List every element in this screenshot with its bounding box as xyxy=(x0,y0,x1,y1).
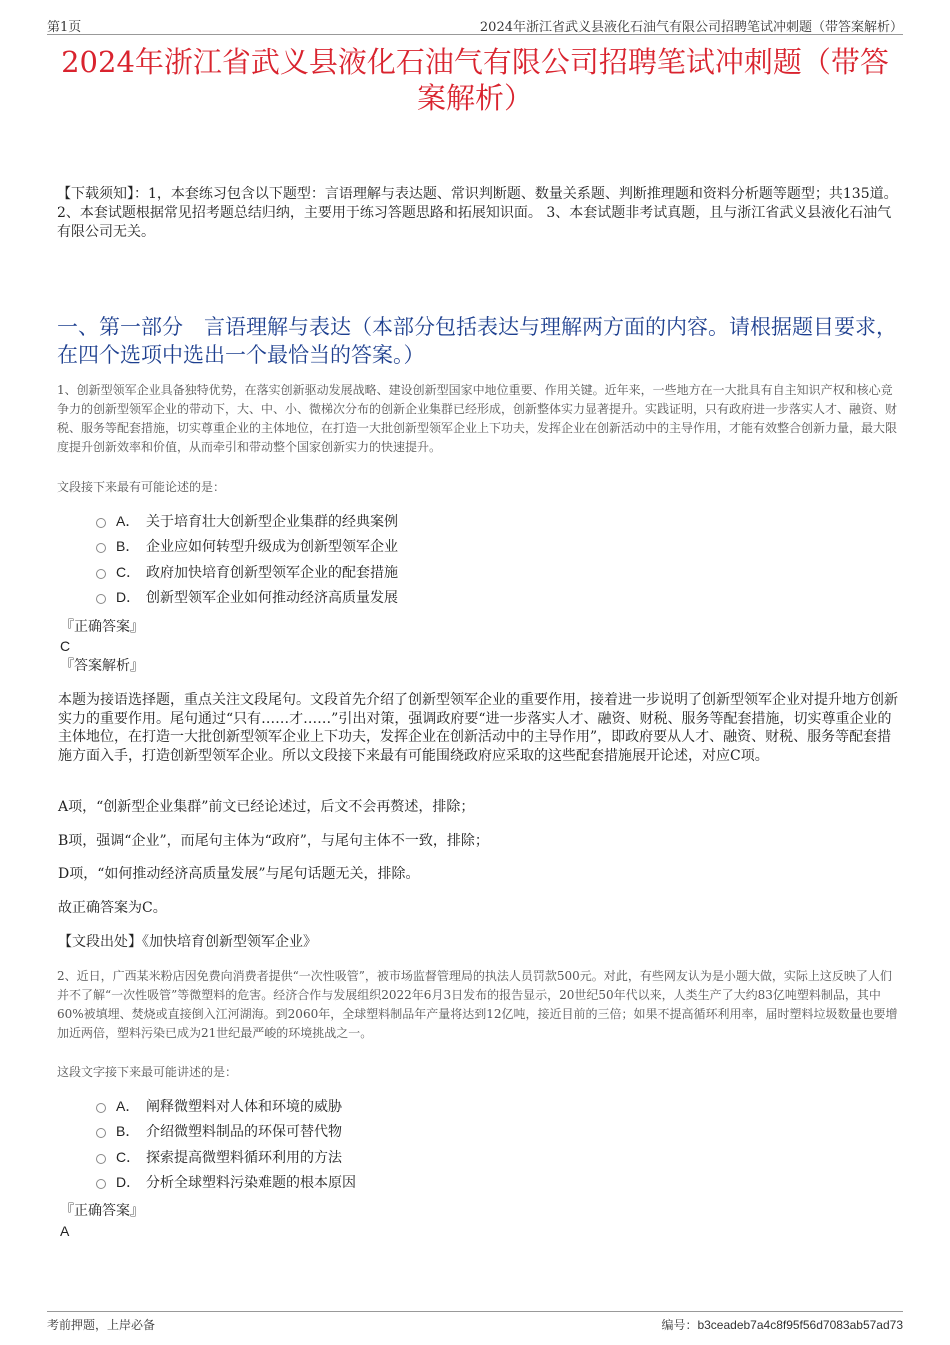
analysis-note-a: A项，“创新型企业集群”前文已经论述过，后文不会再赘述，排除； xyxy=(58,799,475,815)
question-1-prompt: 文段接下来最有可能论述的是： xyxy=(57,480,226,494)
radio-icon[interactable] xyxy=(96,1154,106,1164)
section-title: 一、第一部分 言语理解与表达（本部分包括表达与理解两方面的内容。请根据题目要求，在四个选项中选出一个最恰当的答案。） xyxy=(57,315,897,367)
option-a[interactable]: A． 关于培育壮大创新型企业集群的经典案例 xyxy=(96,508,398,534)
footer-doc-id: 编号：b3ceadeb7a4c8f95f56d7083ab57ad73 xyxy=(661,1318,903,1332)
question-2-prompt: 这段文字接下来最可能讲述的是： xyxy=(57,1065,238,1079)
text-source: 【文段出处】《加快培育创新型领军企业》 xyxy=(58,934,317,950)
question-1-text: 1、创新型领军企业具备独特优势，在落实创新驱动发展战略、建设创新型国家中地位重要、作用关键。近年来，一些地方在一大批具有自主知识产权和核心竞争力的创新型领军企业的带动下，大、中、小、微梯次分布的创新企业集群已经形成，创新整体实力显著提升。实践证明，只有政府进一步落实人才、融资、财税、服务等配套措施，切实尊重企业的主体地位，在打造一大批创新型领军企业上下功夫，发挥企业在创新活动中的主导作用，才能有效整合创新力量，最大限度提升创新效率和价值，从而牵引和带动整个国家创新实力的快速提升。 xyxy=(57,383,898,454)
answer-label: 『正确答案』 xyxy=(60,619,144,635)
option-b[interactable]: B． 企业应如何转型升级成为创新型领军企业 xyxy=(96,534,398,560)
page-title: 2024年浙江省武义县液化石油气有限公司招聘笔试冲刺题（带答案解析） xyxy=(61,45,889,115)
analysis-note-b: B项，强调“企业”，而尾句主体为“政府”，与尾句主体不一致，排除； xyxy=(58,833,489,849)
analysis-text: 本题为接语选择题，重点关注文段尾句。文段首先介绍了创新型领军企业的重要作用，接着进一步说明了创新型领军企业对提升地方创新实力的重要作用。尾句通过“只有……才……”引出对策，强调政府要“进一步落实人才、融资、财税、服务等配套措施，切实尊重企业的主体地位，在打造一大批创新型领军企业上下功夫，发挥企业在创新活动中的主导作用”，即政府要从人才、融资、财税、服务等配套措施方面入手，打造创新型领军企业。所以文段接下来最有可能围绕政府应采取的这些配套措施展开论述，对应C项。 xyxy=(58,692,898,764)
question-2-options xyxy=(96,1093,356,1195)
radio-icon[interactable] xyxy=(96,594,106,604)
analysis-label: 『答案解析』 xyxy=(60,658,144,674)
option-c[interactable]: C． 政府加快培育创新型领军企业的配套措施 xyxy=(96,559,398,585)
analysis-note-d: D项，“如何推动经济高质量发展”与尾句话题无关，排除。 xyxy=(58,866,420,882)
radio-icon[interactable] xyxy=(96,569,106,579)
answer-value: C xyxy=(60,638,71,654)
option-d[interactable]: D． 创新型领军企业如何推动经济高质量发展 xyxy=(96,585,398,611)
page-header xyxy=(47,14,903,35)
header-doc-title: 2024年浙江省武义县液化石油气有限公司招聘笔试冲刺题（带答案解析） xyxy=(479,20,903,35)
option-c[interactable]: C． 探索提高微塑料循环利用的方法 xyxy=(96,1144,356,1170)
answer-label: 『正确答案』 xyxy=(60,1203,144,1219)
option-a[interactable]: A． 阐释微塑料对人体和环境的威胁 xyxy=(96,1093,356,1119)
download-notice: 【下载须知】：1，本套练习包含以下题型：言语理解与表达题、常识判断题、数量关系题、判断推理题和资料分析题等题型；共135道。 2、本套试题根据常见招考题总结归纳，主要用于练习答题思路和拓展知识面。 3、本套试题非考试真题，且与浙江省武义县液化石油气有限公司无关。 xyxy=(57,186,898,240)
analysis-conclusion: 故正确答案为C。 xyxy=(58,900,167,916)
question-2-text: 2、近日，广西某米粉店因免费向消费者提供“一次性吸管”，被市场监督管理局的执法人员罚款500元。对此，有些网友认为是小题大做，实际上这反映了人们并不了解“一次性吸管”等微塑料的危害。经济合作与发展组织2022年6月3日发布的报告显示，20世纪50年代以来，人类生产了大约83亿吨塑料制品，其中60%被填埋、焚烧或直接倒入江河湖海。到2060年，全球塑料制品年产量将达到12亿吨，接近目前的三倍；如果不提高循环利用率，届时塑料垃圾数量也要增加近两倍，塑料污染已成为21世纪最严峻的环境挑战之一。 xyxy=(57,969,898,1040)
radio-icon[interactable] xyxy=(96,1179,106,1189)
page-footer xyxy=(47,1311,903,1336)
radio-icon[interactable] xyxy=(96,1128,106,1138)
radio-icon[interactable] xyxy=(96,1103,106,1113)
option-b[interactable]: B． 介绍微塑料制品的环保可替代物 xyxy=(96,1119,356,1145)
option-d[interactable]: D． 分析全球塑料污染难题的根本原因 xyxy=(96,1170,356,1196)
page-number: 第1页 xyxy=(47,20,82,35)
radio-icon[interactable] xyxy=(96,543,106,553)
question-1-options xyxy=(96,508,398,610)
footer-slogan: 考前押题，上岸必备 xyxy=(47,1318,156,1332)
radio-icon[interactable] xyxy=(96,518,106,528)
answer-value: A xyxy=(60,1223,70,1239)
